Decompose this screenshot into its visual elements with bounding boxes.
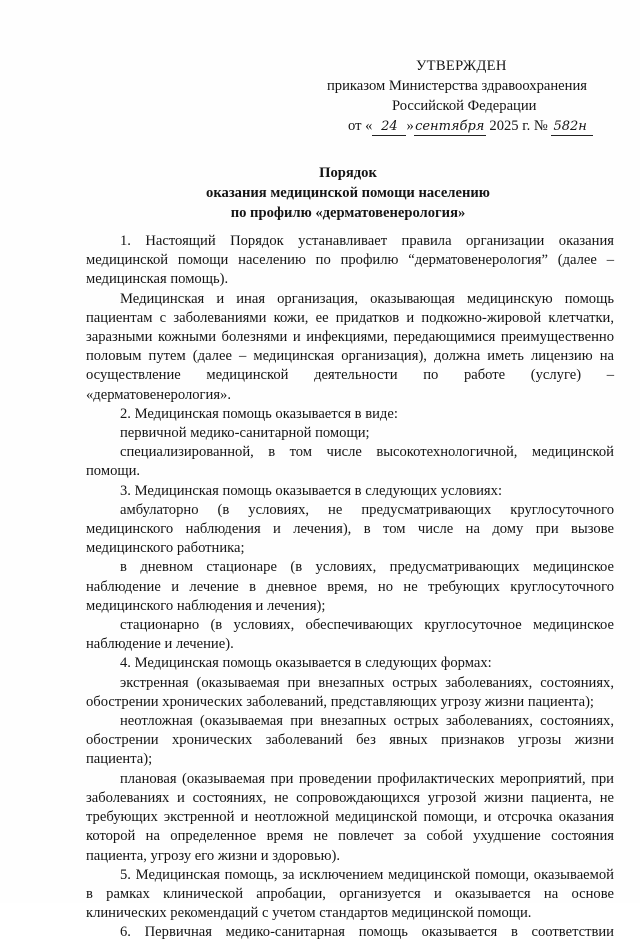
date-prefix: от « — [348, 118, 373, 134]
paragraph-3: 2. Медицинская помощь оказывается в виде: — [120, 405, 398, 422]
paragraph-14: 5. Медицинская помощь, за исключением медицинской помощи, оказываемой в рамках клинической апробации, организуется и оказывается на основе клинических рекомендаций с учетом стандартов медицинской помощи. — [86, 866, 614, 922]
approval-stamp — [300, 56, 620, 136]
date-mid: » — [406, 118, 414, 134]
order-number-handwritten: 582н — [551, 119, 593, 136]
title-line-1: Порядок — [319, 165, 377, 181]
date-month-handwritten: сентября — [415, 119, 485, 134]
paragraph-5: специализированной, в том числе высокотехнологичной, медицинской помощи. — [86, 444, 614, 480]
date-day-handwritten: 24 — [372, 119, 406, 136]
approval-country-line: Российской Федерации — [392, 98, 537, 114]
date-year: 2025 г. № — [489, 118, 548, 134]
paragraph-10: 4. Медицинская помощь оказывается в следующих формах: — [120, 655, 492, 672]
title-line-2: оказания медицинской помощи населению — [206, 185, 490, 201]
document-title — [0, 163, 640, 223]
paragraph-4: первичной медико-санитарной помощи; — [120, 425, 370, 442]
paragraph-1: 1. Настоящий Порядок устанавливает правила организации оказания медицинской помощи населению по профилю “дерматовенерология” (далее – медицинская помощь). — [86, 233, 614, 288]
paragraph-2: Медицинская и иная организация, оказывающая медицинскую помощь пациентам с заболеваниями кожи, ее придатков и подкожно-жировой клетчатки, заразными кожными болезнями и инфекциями, передающимися преимущественно половым путем (далее – медицинская организация), должна иметь лицензию на осуществление медицинской деятельности по работе (услуге) – «дерматовенерология». — [86, 290, 614, 403]
paragraph-13: плановая (оказываемая при проведении профилактических мероприятий, при заболеваниях и состояниях, не сопровождающихся угрозой жизни пациента, не требующих экстренной и неотложной медицинской помощи, и отсрочка оказания которой на определенное время не повлечет за собой ухудшение состояния пациента, угрозу его жизни и здоровью). — [86, 770, 614, 864]
paragraph-6: 3. Медицинская помощь оказывается в следующих условиях: — [120, 482, 502, 499]
paragraph-7: амбулаторно (в условиях, не предусматривающих круглосуточного медицинского наблюдения и лечения), в том числе на дому при вызове медицинского работника; — [86, 501, 614, 557]
paragraph-12: неотложная (оказываемая при внезапных острых заболеваниях, состояниях, обострении хронических заболеваний без явных признаков угрозы жизни пациента); — [86, 713, 614, 768]
paragraph-15: 6. Первичная медико-санитарная помощь оказывается в соответствии — [120, 924, 614, 941]
paragraph-11: экстренная (оказываемая при внезапных острых заболеваниях, состояниях, обострении хронических заболеваний, представляющих угрозу жизни пациента); — [86, 674, 614, 710]
document-body — [86, 232, 614, 943]
paragraph-8: в дневном стационаре (в условиях, предусматривающих медицинское наблюдение и лечение в дневное время, но не требующих круглосуточного медицинского наблюдения и лечения); — [86, 559, 614, 614]
approval-title: УТВЕРЖДЕН — [416, 58, 507, 74]
approval-date-line — [348, 116, 620, 136]
paragraph-9: стационарно (в условиях, обеспечивающих круглосуточное медицинское наблюдение и лечение). — [86, 617, 614, 653]
title-line-3: по профилю «дерматовенерология» — [230, 205, 466, 221]
approval-order-line: приказом Министерства здравоохранения — [327, 78, 587, 94]
